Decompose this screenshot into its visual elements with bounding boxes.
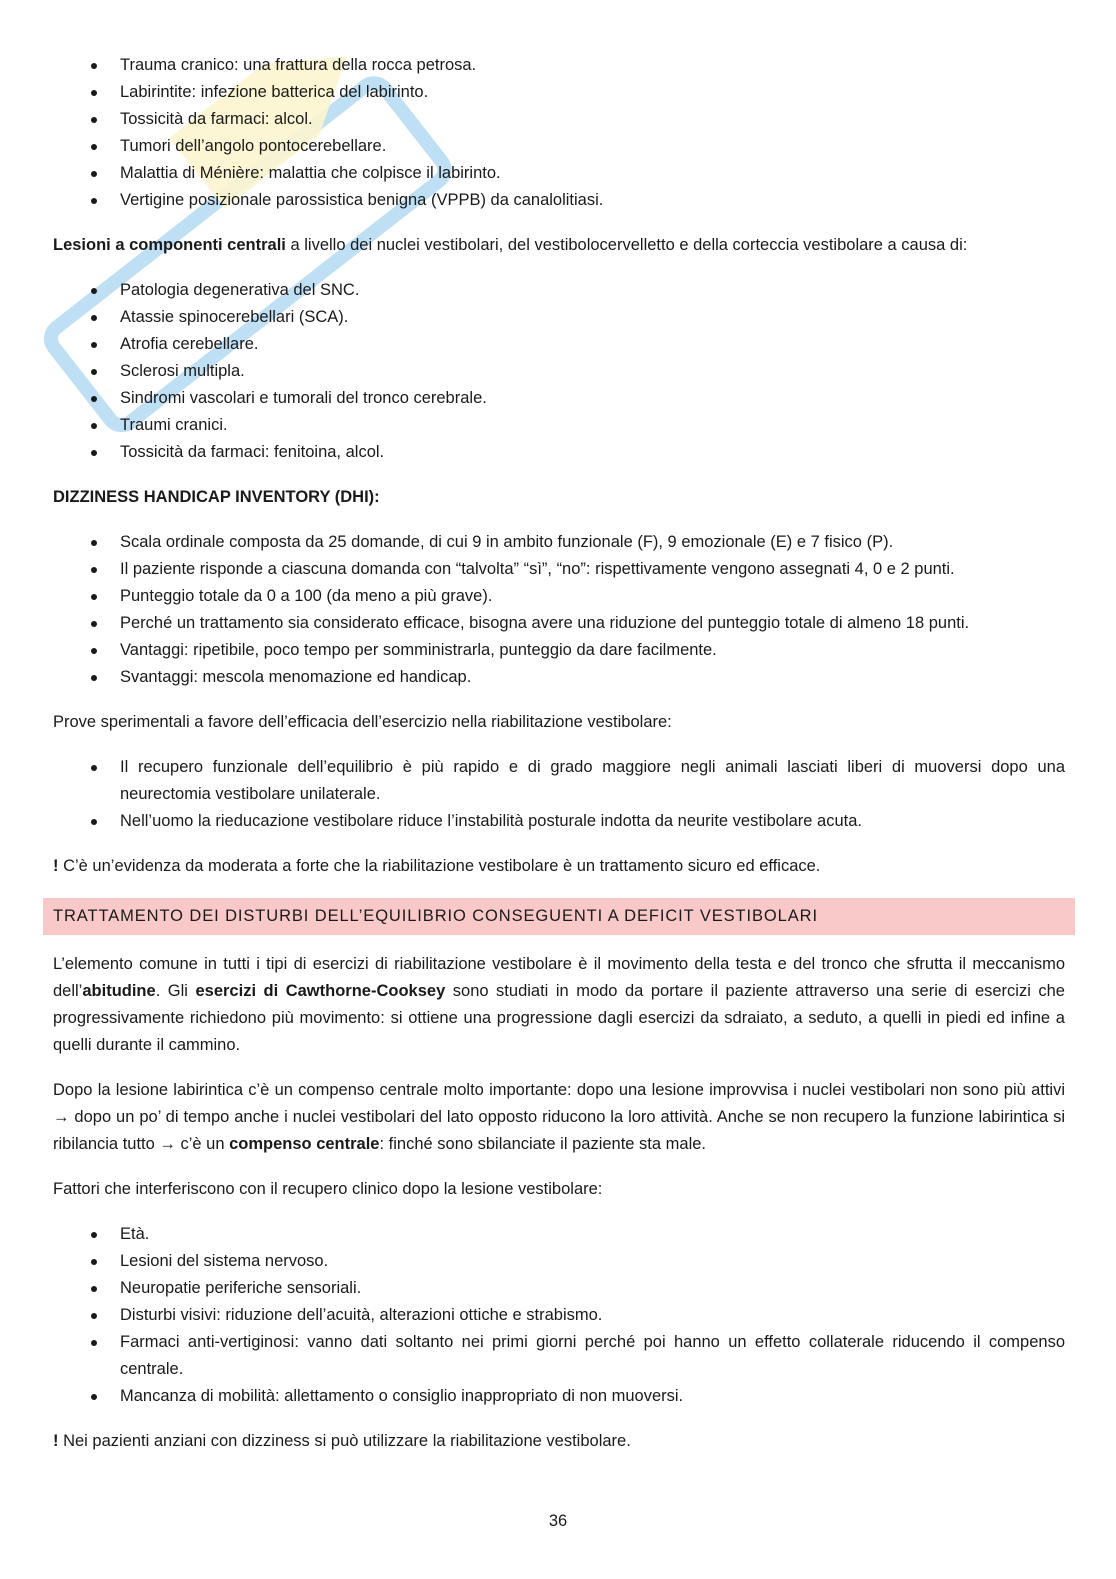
bullet-icon xyxy=(91,90,97,96)
factors-intro: Fattori che interferiscono con il recupero clinico dopo la lesione vestibolare: xyxy=(53,1180,603,1198)
bullet-icon xyxy=(91,1313,97,1319)
list-item: Disturbi visivi: riduzione dell’acuità, alterazioni ottiche e strabismo. xyxy=(53,1302,1065,1329)
bullet-icon xyxy=(91,648,97,654)
list-item: Mancanza di mobilità: allettamento o consiglio inappropriato di non muoversi. xyxy=(53,1383,1065,1410)
list-item: Vertigine posizionale parossistica benigna (VPPB) da canalolitiasi. xyxy=(53,187,1065,214)
central-lesions-bold: Lesioni a componenti centrali xyxy=(53,236,286,254)
bullet-icon xyxy=(91,315,97,321)
list-item: Tumori dell’angolo pontocerebellare. xyxy=(53,133,1065,160)
bullet-icon xyxy=(91,765,97,771)
compensation-paragraph: Dopo la lesione labirintica c’è un compenso centrale molto importante: dopo una lesione improvvisa i nuclei vestibolari non sono più attivi → dopo un po’ di tempo anche i nuclei vestibolari del lato opposto riducono la loro attività. Anche se non recupero la funzione labirintica si ribilancia tutto → c’è un compenso centrale: finché sono sbilanciate il paziente sta male. xyxy=(53,1081,1065,1153)
bullet-icon xyxy=(91,1232,97,1238)
bullet-icon xyxy=(91,1259,97,1265)
bullet-icon xyxy=(91,675,97,681)
list-item: Il paziente risponde a ciascuna domanda con “talvolta” “sì”, “no”: rispettivamente vengono assegnati 4, 0 e 2 punti. xyxy=(53,556,1065,583)
dhi-heading: DIZZINESS HANDICAP INVENTORY (DHI): xyxy=(53,488,380,506)
central-causes-list xyxy=(53,277,1065,466)
rehab-paragraph: L’elemento comune in tutti i tipi di esercizi di riabilitazione vestibolare è il movimento della testa e del tronco che sfrutta il meccanismo dell’abitudine. Gli esercizi di Cawthorne-Cooksey sono studiati in modo da portare il paziente attraverso una serie di esercizi che progressivamente richiedono più movimento: si ottiene una progressione dagli esercizi da sdraiato, a seduto, a quelli in piedi ed infine a quelli durante il cammino. xyxy=(53,955,1065,1054)
list-item: Svantaggi: mescola menomazione ed handicap. xyxy=(53,664,1065,691)
bullet-icon xyxy=(91,819,97,825)
page-content xyxy=(53,52,1065,1473)
list-item: Malattia di Ménière: malattia che colpisce il labirinto. xyxy=(53,160,1065,187)
bullet-icon xyxy=(91,1340,97,1346)
list-item: Età. xyxy=(53,1221,1065,1248)
list-item: Vantaggi: ripetibile, poco tempo per somministrarla, punteggio da dare facilmente. xyxy=(53,637,1065,664)
list-item: Traumi cranici. xyxy=(53,412,1065,439)
section-title: TRATTAMENTO DEI DISTURBI DELL’EQUILIBRIO CONSEGUENTI A DEFICIT VESTIBOLARI xyxy=(43,898,1075,935)
bullet-icon xyxy=(91,621,97,627)
bullet-icon xyxy=(91,540,97,546)
list-item: Farmaci anti-vertiginosi: vanno dati soltanto nei primi giorni perché poi hanno un effetto collaterale riducendo il compenso centrale. xyxy=(53,1329,1065,1383)
bullet-icon xyxy=(91,117,97,123)
bullet-icon xyxy=(91,450,97,456)
list-item: Sclerosi multipla. xyxy=(53,358,1065,385)
exclamation-mark: ! xyxy=(53,857,59,875)
elderly-note: ! Nei pazienti anziani con dizziness si può utilizzare la riabilitazione vestibolare. xyxy=(53,1432,631,1450)
bullet-icon xyxy=(91,1286,97,1292)
list-item: Scala ordinale composta da 25 domande, di cui 9 in ambito funzionale (F), 9 emozionale (E) e 7 fisico (P). xyxy=(53,529,1065,556)
bullet-icon xyxy=(91,396,97,402)
evidence-intro: Prove sperimentali a favore dell’efficacia dell’esercizio nella riabilitazione vestibolare: xyxy=(53,713,672,731)
central-lesions-intro: Lesioni a componenti centrali a livello dei nuclei vestibolari, del vestibolocervelletto e della corteccia vestibolare a causa di: xyxy=(53,236,968,254)
dhi-list xyxy=(53,529,1065,691)
list-item: Perché un trattamento sia considerato efficace, bisogna avere una riduzione del punteggio totale di almeno 18 punti. xyxy=(53,610,1065,637)
bullet-icon xyxy=(91,63,97,69)
bullet-icon xyxy=(91,1394,97,1400)
bullet-icon xyxy=(91,594,97,600)
evidence-note: ! C’è un’evidenza da moderata a forte che la riabilitazione vestibolare è un trattamento sicuro ed efficace. xyxy=(53,857,821,875)
list-item: Tossicità da farmaci: fenitoina, alcol. xyxy=(53,439,1065,466)
evidence-list xyxy=(53,754,1065,835)
list-item: Neuropatie periferiche sensoriali. xyxy=(53,1275,1065,1302)
bullet-icon xyxy=(91,567,97,573)
list-item: Atrofia cerebellare. xyxy=(53,331,1065,358)
peripheral-causes-list xyxy=(53,52,1065,214)
bullet-icon xyxy=(91,288,97,294)
factors-list xyxy=(53,1221,1065,1410)
list-item: Il recupero funzionale dell’equilibrio è più rapido e di grado maggiore negli animali lasciati liberi di muoversi dopo una neurectomia vestibolare unilaterale. xyxy=(53,754,1065,808)
bullet-icon xyxy=(91,369,97,375)
bullet-icon xyxy=(91,198,97,204)
exclamation-mark: ! xyxy=(53,1432,59,1450)
list-item: Tossicità da farmaci: alcol. xyxy=(53,106,1065,133)
bullet-icon xyxy=(91,144,97,150)
list-item: Atassie spinocerebellari (SCA). xyxy=(53,304,1065,331)
list-item: Patologia degenerativa del SNC. xyxy=(53,277,1065,304)
bullet-icon xyxy=(91,423,97,429)
list-item: Nell’uomo la rieducazione vestibolare riduce l’instabilità posturale indotta da neurite vestibolare acuta. xyxy=(53,808,1065,835)
list-item: Labirintite: infezione batterica del labirinto. xyxy=(53,79,1065,106)
bullet-icon xyxy=(91,171,97,177)
bullet-icon xyxy=(91,342,97,348)
list-item: Lesioni del sistema nervoso. xyxy=(53,1248,1065,1275)
list-item: Trauma cranico: una frattura della rocca petrosa. xyxy=(53,52,1065,79)
page-number: 36 xyxy=(548,1512,568,1530)
list-item: Sindromi vascolari e tumorali del tronco cerebrale. xyxy=(53,385,1065,412)
list-item: Punteggio totale da 0 a 100 (da meno a più grave). xyxy=(53,583,1065,610)
